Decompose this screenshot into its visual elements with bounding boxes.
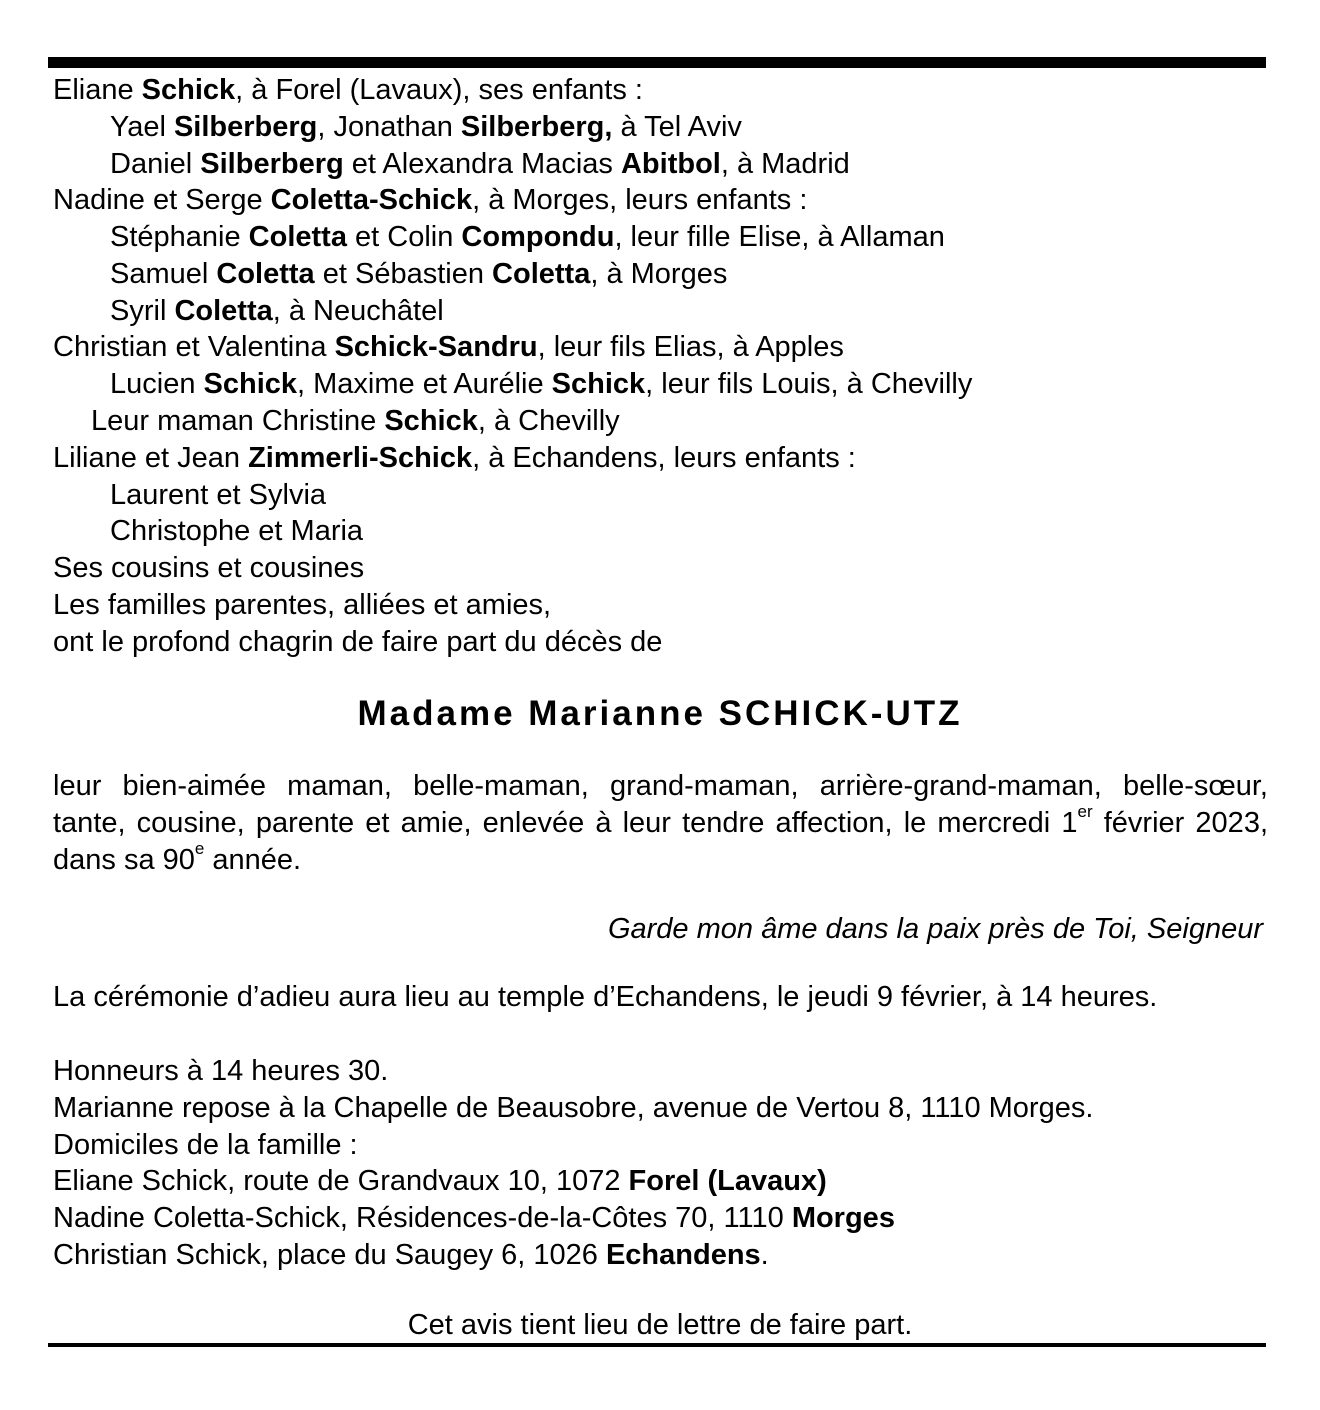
family-line: Lucien Schick, Maxime et Aurélie Schick, leur fils Louis, à Chevilly bbox=[110, 368, 973, 400]
top-rule bbox=[48, 57, 1266, 68]
family-line: Eliane Schick, à Forel (Lavaux), ses enfants : bbox=[53, 74, 643, 106]
family-line: Ses cousins et cousines bbox=[53, 552, 365, 584]
family-line: Syril Coletta, à Neuchâtel bbox=[110, 295, 444, 327]
family-line: Nadine et Serge Coletta-Schick, à Morges, leurs enfants : bbox=[53, 184, 808, 216]
closing-note: Cet avis tient lieu de lettre de faire part. bbox=[407, 1309, 913, 1341]
quote: Garde mon âme dans la paix près de Toi, Seigneur bbox=[607, 913, 1263, 945]
family-line: Christophe et Maria bbox=[110, 515, 364, 547]
honours-text: Honneurs à 14 heures 30. bbox=[53, 1055, 389, 1087]
family-line: Les familles parentes, alliées et amies, bbox=[53, 589, 552, 621]
ceremony-text: La cérémonie d’adieu aura lieu au temple d’Echandens, le jeudi 9 février, à 14 heures. bbox=[53, 981, 1158, 1013]
family-line: Stéphanie Coletta et Colin Compondu, leur fille Elise, à Allaman bbox=[110, 221, 945, 253]
family-line: Liliane et Jean Zimmerli-Schick, à Echandens, leurs enfants : bbox=[53, 442, 856, 474]
domicile-line: Christian Schick, place du Saugey 6, 1026 Echandens. bbox=[53, 1239, 769, 1271]
family-line: Laurent et Sylvia bbox=[110, 479, 327, 511]
domicile-line: Nadine Coletta-Schick, Résidences-de-la-Côtes 70, 1110 Morges bbox=[53, 1202, 895, 1234]
family-line: Yael Silberberg, Jonathan Silberberg, à Tel Aviv bbox=[110, 111, 742, 143]
rest-place-text: Marianne repose à la Chapelle de Beausobre, avenue de Vertou 8, 1110 Morges. bbox=[53, 1092, 1094, 1124]
bottom-rule bbox=[48, 1343, 1266, 1347]
tribute-paragraph: leur bien-aimée maman, belle-maman, grand-maman, arrière-grand-maman, belle-sœur, tante, cousine, parente et amie, enlevée à leur tendre affection, le mercredi 1er février 2023, dans sa 90e année. bbox=[53, 770, 1268, 876]
family-line: Christian et Valentina Schick-Sandru, leur fils Elias, à Apples bbox=[53, 331, 844, 363]
family-line: Leur maman Christine Schick, à Chevilly bbox=[91, 405, 620, 437]
family-line: Samuel Coletta et Sébastien Coletta, à Morges bbox=[110, 258, 728, 290]
family-line: ont le profond chagrin de faire part du décès de bbox=[53, 626, 663, 658]
family-line: Daniel Silberberg et Alexandra Macias Abitbol, à Madrid bbox=[110, 148, 850, 180]
domicile-line: Eliane Schick, route de Grandvaux 10, 1072 Forel (Lavaux) bbox=[53, 1165, 827, 1197]
domiciles-label: Domiciles de la famille : bbox=[53, 1129, 358, 1161]
deceased-name: Madame Marianne SCHICK-UTZ bbox=[357, 694, 963, 733]
